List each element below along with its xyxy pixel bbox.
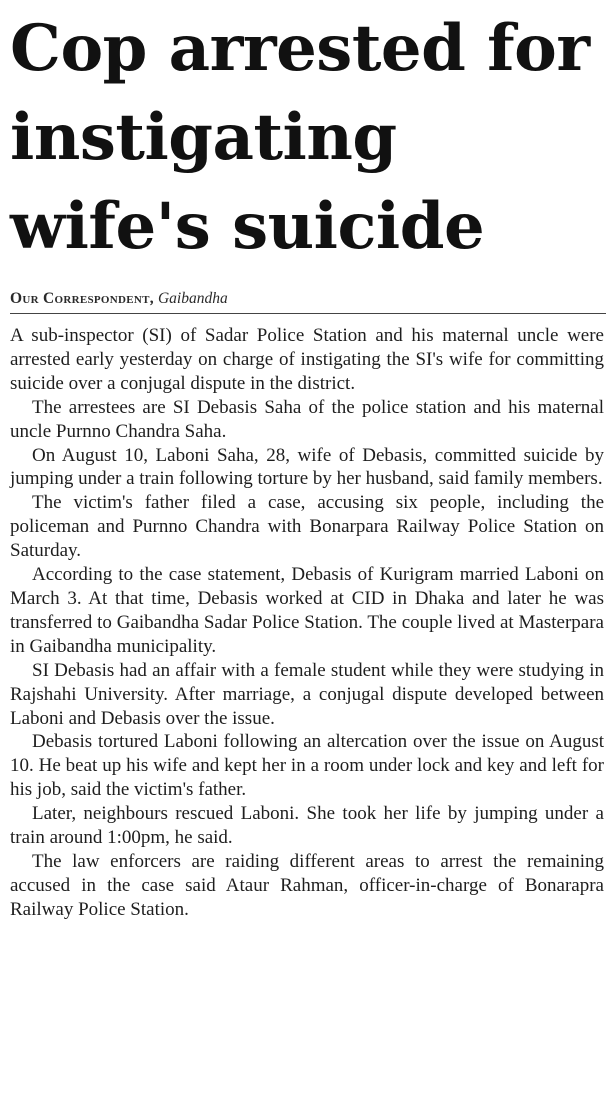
byline-place: Gaibandha [157,290,228,307]
paragraph: SI Debasis had an affair with a female student while they were studying in Rajshahi University. After marriage, a conjugal dispute developed between Laboni and Debasis over the issue. [10,659,604,729]
paragraph: Later, neighbours rescued Laboni. She took her life by jumping under a train around 1:00pm, he said. [10,803,604,849]
paragraph: On August 10, Laboni Saha, 28, wife of Debasis, committed suicide by jumping under a train following torture by her husband, said family members. [10,444,604,490]
paragraph: Debasis tortured Laboni following an altercation over the issue on August 10. He beat up his wife and kept her in a room under lock and key and left for his job, said the victim's father. [10,731,604,801]
paragraph: The law enforcers are raiding different areas to arrest the remaining accused in the case said Ataur Rahman, officer-in-charge of Bonarapra Railway Police Station. [10,850,604,920]
headline-line: instigating [10,100,397,175]
headline [10,4,604,271]
paragraph: The arrestees are SI Debasis Saha of the police station and his maternal uncle Purnno Chandra Saha. [10,396,604,442]
headline-line: wife's suicide [10,189,485,264]
paragraph: The victim's father filed a case, accusing six people, including the policeman and Purnno Chandra with Bonarpara Railway Police Station on Saturday. [10,492,604,562]
headline-line: Cop arrested for [10,11,590,86]
article-body [10,324,604,922]
byline-author: Our Correspondent, [10,290,154,307]
paragraph: A sub-inspector (SI) of Sadar Police Station and his maternal uncle were arrested early yesterday on charge of instigating the SI's wife for committing suicide over a conjugal dispute in the district. [10,325,604,394]
news-article [10,4,604,922]
byline-divider [10,313,606,314]
paragraph: According to the case statement, Debasis of Kurigram married Laboni on March 3. At that time, Debasis worked at CID in Dhaka and later he was transferred to Gaibandha Sadar Police Station. The couple lived at Masterpara in Gaibandha municipality. [10,564,604,657]
byline [10,289,604,309]
